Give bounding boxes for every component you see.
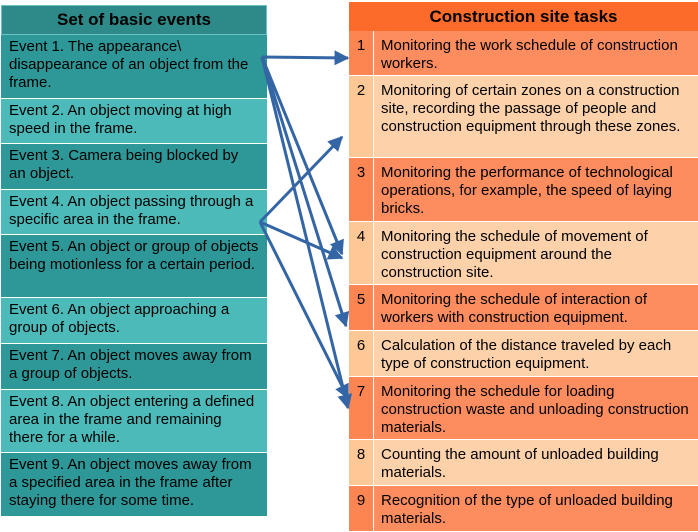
task-item-7 (349, 377, 698, 440)
arrow-event4-task7 (260, 222, 348, 398)
task-item-6 (349, 331, 698, 377)
task-item-9 (349, 486, 698, 532)
event-item-6: Event 6. An object approaching a group of objects. (1, 298, 267, 344)
task-text: Monitoring the schedule for loading construction waste and unloading construction materials. (373, 377, 698, 439)
task-number: 5 (349, 285, 373, 330)
task-text: Monitoring the schedule of interaction of workers with construction equipment. (373, 285, 698, 330)
arrow-event4-task2 (260, 137, 342, 222)
arrow-event1-task4 (262, 57, 342, 254)
task-text: Calculation of the distance traveled by each type of construction equipment. (373, 331, 698, 376)
events-column (1, 5, 267, 517)
task-text: Recognition of the type of unloaded building materials. (373, 486, 698, 531)
event-item-9: Event 9. An object moves away from a specified area in the frame after staying there for some time. (1, 453, 267, 517)
task-number: 8 (349, 440, 373, 485)
event-item-1: Event 1. The appearance\ disappearance of an object from the frame. (1, 35, 267, 99)
task-number: 1 (349, 31, 373, 75)
task-text: Monitoring of certain zones on a construction site, recording the passage of people and construction equipment through these zones. (373, 76, 698, 157)
task-item-5 (349, 285, 698, 331)
event-item-7: Event 7. An object moves away from a group of objects. (1, 344, 267, 390)
arrow-event4-task4 (260, 222, 342, 258)
event-item-3: Event 3. Camera being blocked by an object. (1, 144, 267, 190)
tasks-column (349, 2, 698, 532)
task-item-4 (349, 222, 698, 285)
task-number: 6 (349, 331, 373, 376)
event-item-8: Event 8. An object entering a defined area in the frame and remaining there for a while. (1, 390, 267, 453)
task-item-1 (349, 31, 698, 76)
task-number: 9 (349, 486, 373, 531)
arrow-event1-task6 (262, 57, 346, 326)
event-item-2: Event 2. An object moving at high speed in the frame. (1, 99, 267, 144)
tasks-title: Construction site tasks (349, 2, 698, 31)
events-title: Set of basic events (1, 5, 267, 35)
task-item-3 (349, 158, 698, 222)
task-text: Monitoring the performance of technological operations, for example, the speed of laying bricks. (373, 158, 698, 221)
task-number: 3 (349, 158, 373, 221)
arrow-event1-task1 (262, 57, 348, 58)
task-text: Monitoring the schedule of movement of construction equipment around the construction site. (373, 222, 698, 284)
task-item-2 (349, 76, 698, 158)
task-number: 4 (349, 222, 373, 284)
task-text: Monitoring the work schedule of construction workers. (373, 31, 698, 75)
event-item-4: Event 4. An object passing through a specific area in the frame. (1, 190, 267, 235)
task-item-8 (349, 440, 698, 486)
task-number: 7 (349, 377, 373, 439)
event-item-5: Event 5. An object or group of objects being motionless for a certain period. (1, 235, 267, 298)
task-number: 2 (349, 76, 373, 157)
arrow-event1-task7 (262, 57, 348, 408)
task-text: Counting the amount of unloaded building materials. (373, 440, 698, 485)
